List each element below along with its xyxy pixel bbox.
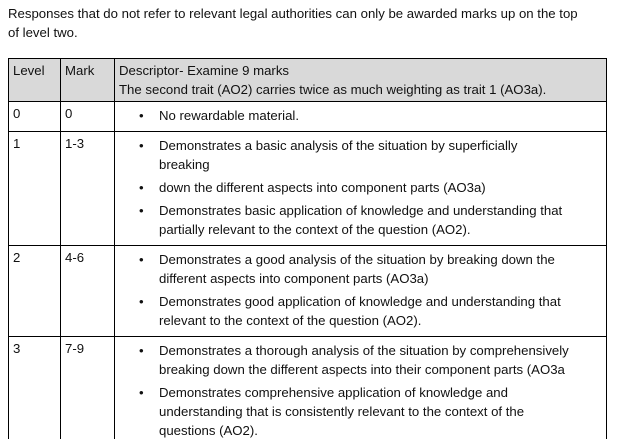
intro-line-1: Responses that do not refer to relevant legal authorities can only be awarded marks up on the top <box>8 6 578 21</box>
bullet-icon: • <box>139 138 144 153</box>
descriptor-text-line: different aspects into component parts (AO3a) <box>159 271 429 286</box>
level-cell: 1 <box>9 132 61 246</box>
descriptor-text-line: Demonstrates good application of knowledge and understanding that <box>159 294 561 309</box>
list-item <box>119 292 602 330</box>
list-item <box>119 250 602 288</box>
descriptor-text-line: questions (AO2). <box>159 423 258 438</box>
descriptor-list <box>119 250 602 330</box>
table-row <box>9 132 607 246</box>
level-cell: 2 <box>9 246 61 337</box>
descriptor-text-line: down the different aspects into component parts (AO3a) <box>159 180 486 195</box>
descriptor-text-line: relevant to the context of the question (AO2). <box>159 313 422 328</box>
descriptor-cell <box>115 132 607 246</box>
list-item <box>119 341 602 379</box>
list-item <box>119 178 602 197</box>
descriptor-header-line-1: Descriptor- Examine 9 marks <box>119 63 290 78</box>
mark-header: Mark <box>61 59 115 102</box>
level-cell: 3 <box>9 337 61 439</box>
descriptor-header <box>115 59 607 102</box>
table-body <box>9 102 607 439</box>
mark-cell: 0 <box>61 102 115 132</box>
descriptor-cell <box>115 337 607 439</box>
table-row <box>9 246 607 337</box>
descriptor-text-line: Demonstrates a good analysis of the situation by breaking down the <box>159 252 555 267</box>
descriptor-text-line: No rewardable material. <box>159 108 299 123</box>
bullet-icon: • <box>139 108 144 123</box>
table-row <box>9 102 607 132</box>
bullet-icon: • <box>139 252 144 267</box>
list-item <box>119 136 602 174</box>
descriptor-text-line: breaking down the different aspects into their component parts (AO3a <box>159 362 565 377</box>
mark-cell: 4-6 <box>61 246 115 337</box>
descriptor-text-line: Demonstrates comprehensive application of knowledge and <box>159 385 508 400</box>
bullet-icon: • <box>139 294 144 309</box>
descriptor-text-line: partially relevant to the context of the question (AO2). <box>159 222 471 237</box>
descriptor-cell <box>115 102 607 132</box>
list-item <box>119 383 602 439</box>
table-row <box>9 337 607 439</box>
bullet-icon: • <box>139 180 144 195</box>
intro-line-2: of level two. <box>8 25 78 40</box>
descriptor-list <box>119 106 602 125</box>
mark-cell: 7-9 <box>61 337 115 439</box>
descriptor-list <box>119 341 602 439</box>
descriptor-text-line: breaking <box>159 157 210 172</box>
bullet-icon: • <box>139 203 144 218</box>
descriptor-text-line: understanding that is consistently relevant to the context of the <box>159 404 525 419</box>
descriptor-cell <box>115 246 607 337</box>
list-item <box>119 201 602 239</box>
descriptor-text-line: Demonstrates basic application of knowledge and understanding that <box>159 203 563 218</box>
mark-scheme-table <box>8 58 607 439</box>
level-header: Level <box>9 59 61 102</box>
bullet-icon: • <box>139 343 144 358</box>
mark-cell: 1-3 <box>61 132 115 246</box>
intro-paragraph <box>8 4 630 42</box>
list-item <box>119 106 602 125</box>
descriptor-text-line: Demonstrates a basic analysis of the situation by superficially <box>159 138 518 153</box>
descriptor-text-line: Demonstrates a thorough analysis of the situation by comprehensively <box>159 343 569 358</box>
descriptor-list <box>119 136 602 239</box>
descriptor-header-line-2: The second trait (AO2) carries twice as much weighting as trait 1 (AO3a). <box>119 82 547 97</box>
bullet-icon: • <box>139 385 144 400</box>
level-cell: 0 <box>9 102 61 132</box>
table-header-row <box>9 59 607 102</box>
